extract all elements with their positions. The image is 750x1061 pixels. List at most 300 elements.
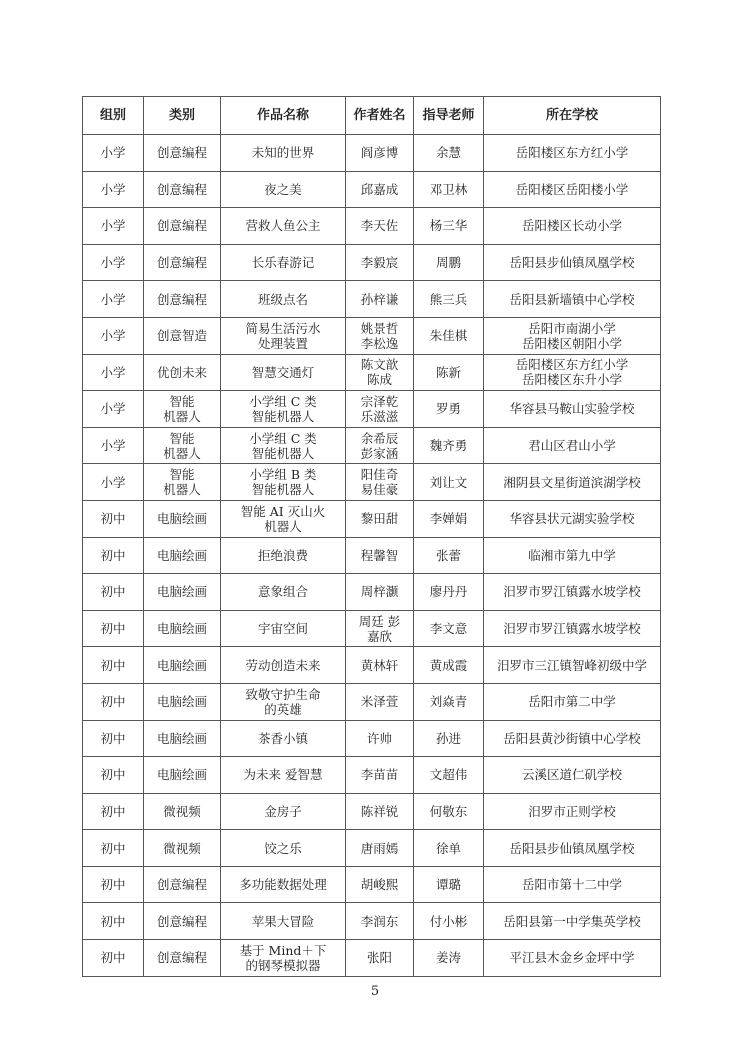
cell-teacher: [414, 793, 484, 830]
cell-teacher-line: 何敬东: [429, 803, 468, 819]
cell-teacher: [414, 244, 484, 281]
header-author: 作者姓名: [346, 97, 414, 135]
cell-school: [484, 391, 661, 428]
cell-author: [346, 354, 414, 391]
cell-work-title: [221, 391, 346, 428]
cell-category-line: 电脑绘画: [156, 657, 207, 673]
table-row: [83, 464, 661, 501]
cell-teacher: [414, 281, 484, 318]
cell-work-title-line: 小学组 C 类: [249, 430, 317, 446]
cell-category: [144, 244, 221, 281]
cell-work-title: [221, 720, 346, 757]
cell-author-line: 邱嘉成: [360, 181, 399, 197]
cell-school: [484, 903, 661, 940]
cell-author-line: 余希辰: [360, 430, 399, 446]
cell-group: 初中: [83, 866, 144, 903]
cell-teacher: [414, 610, 484, 647]
cell-teacher: [414, 171, 484, 208]
cell-author-line: 程馨智: [360, 547, 399, 563]
cell-work-title-line: 茶香小镇: [257, 730, 308, 746]
table-row: [83, 903, 661, 940]
table-row: [83, 866, 661, 903]
cell-author: [346, 793, 414, 830]
cell-work-title: [221, 244, 346, 281]
cell-school-line: 岳阳楼区东升小学: [521, 372, 622, 388]
cell-author: [346, 903, 414, 940]
cell-author: [346, 866, 414, 903]
cell-work-title: [221, 281, 346, 318]
cell-work-title: [221, 317, 346, 354]
cell-author-line: 陈祥锐: [360, 803, 399, 819]
cell-author: [346, 830, 414, 867]
cell-work-title-line: 劳动创造未来: [245, 657, 321, 673]
cell-category-line: 电脑绘画: [156, 511, 207, 527]
cell-teacher-line: 杨三华: [429, 218, 468, 234]
cell-group: 初中: [83, 610, 144, 647]
cell-author-line: 李润东: [360, 913, 399, 929]
cell-school-line: 华容县马鞍山实验学校: [509, 401, 635, 417]
cell-work-title: [221, 610, 346, 647]
cell-author-line: 姚景哲: [360, 320, 399, 336]
table-row: [83, 281, 661, 318]
cell-school-line: 汨罗市正则学校: [528, 803, 616, 819]
cell-work-title-line: 处理装置: [257, 335, 308, 351]
cell-author-line: 黄林轩: [360, 657, 399, 673]
cell-category: [144, 720, 221, 757]
cell-author-line: 陈文歆: [360, 357, 399, 373]
cell-author: [346, 720, 414, 757]
cell-work-title-line: 智慧交通灯: [251, 364, 315, 380]
cell-school-line: 华容县状元湖实验学校: [509, 511, 635, 527]
table-row: [83, 317, 661, 354]
cell-work-title-line: 意象组合: [257, 584, 308, 600]
cell-author: [346, 574, 414, 611]
cell-group: 小学: [83, 135, 144, 172]
cell-group: 初中: [83, 647, 144, 684]
cell-author-line: 李苗苗: [360, 767, 399, 783]
cell-category: [144, 830, 221, 867]
cell-group: 小学: [83, 464, 144, 501]
cell-group: 初中: [83, 537, 144, 574]
cell-teacher: [414, 574, 484, 611]
cell-category-line: 创意编程: [156, 291, 207, 307]
cell-teacher: [414, 720, 484, 757]
table-header-row: [83, 97, 661, 135]
cell-school: [484, 683, 661, 720]
cell-work-title-line: 基于 Mind＋下: [239, 942, 327, 958]
cell-category-line: 电脑绘画: [156, 730, 207, 746]
cell-teacher-line: 罗勇: [435, 401, 461, 417]
cell-teacher: [414, 208, 484, 245]
table-row: [83, 574, 661, 611]
cell-group: 小学: [83, 427, 144, 464]
cell-work-title-line: 苹果大冒险: [251, 913, 315, 929]
cell-author-line: 张阳: [366, 950, 392, 966]
cell-category: [144, 135, 221, 172]
cell-teacher: [414, 464, 484, 501]
cell-school-line: 岳阳县步仙镇凤凰学校: [509, 840, 635, 856]
cell-category: [144, 354, 221, 391]
cell-category-line: 创意编程: [156, 145, 207, 161]
cell-work-title-line: 小学组 C 类: [249, 393, 317, 409]
cell-category: [144, 500, 221, 537]
cell-teacher-line: 孙进: [435, 730, 461, 746]
table-row: [83, 647, 661, 684]
cell-school-line: 岳阳县新墙镇中心学校: [509, 291, 635, 307]
table-row: [83, 391, 661, 428]
cell-author-line: 乐滋滋: [360, 408, 399, 424]
cell-author-line: 许帅: [366, 730, 392, 746]
cell-category-line: 创意编程: [156, 218, 207, 234]
cell-work-title: [221, 208, 346, 245]
cell-teacher: [414, 903, 484, 940]
cell-school-line: 云溪区道仁矶学校: [521, 767, 622, 783]
cell-teacher: [414, 940, 484, 977]
cell-work-title: [221, 940, 346, 977]
cell-author-line: 彭家涵: [360, 445, 399, 461]
cell-teacher-line: 谭璐: [435, 877, 461, 893]
cell-author: [346, 171, 414, 208]
cell-author-line: 阳佳奇: [360, 467, 399, 483]
cell-teacher: [414, 866, 484, 903]
cell-author-line: 孙梓谦: [360, 291, 399, 307]
table-row: [83, 683, 661, 720]
cell-work-title-line: 长乐春游记: [251, 255, 315, 271]
cell-school-line: 岳阳楼区岳阳楼小学: [515, 181, 629, 197]
cell-school: [484, 281, 661, 318]
cell-teacher: [414, 427, 484, 464]
cell-school-line: 汨罗市罗江镇露水坡学校: [503, 584, 641, 600]
cell-group: 小学: [83, 208, 144, 245]
cell-group: 初中: [83, 830, 144, 867]
cell-category-line: 微视频: [163, 840, 201, 856]
cell-author: [346, 537, 414, 574]
cell-work-title-line: 的钢琴模拟器: [245, 957, 321, 973]
cell-author-line: 唐雨嫣: [360, 840, 399, 856]
cell-work-title-line: 未知的世界: [251, 145, 315, 161]
cell-school: [484, 866, 661, 903]
cell-school: [484, 427, 661, 464]
cell-group: 小学: [83, 171, 144, 208]
cell-work-title-line: 宇宙空间: [257, 621, 308, 637]
cell-teacher-line: 黄成霞: [429, 657, 468, 673]
cell-school-line: 汨罗市三江镇智峰初级中学: [496, 657, 647, 673]
cell-category: [144, 391, 221, 428]
cell-author-line: 嘉欣: [366, 628, 392, 644]
cell-category-line: 机器人: [163, 408, 201, 424]
cell-teacher-line: 刘让文: [429, 474, 468, 490]
cell-school: [484, 317, 661, 354]
cell-author: [346, 281, 414, 318]
cell-author-line: 胡峻熙: [360, 877, 399, 893]
cell-author: [346, 317, 414, 354]
cell-category-line: 智能: [169, 393, 195, 409]
table-row: [83, 208, 661, 245]
cell-category: [144, 574, 221, 611]
cell-teacher-line: 文超伟: [429, 767, 468, 783]
cell-work-title-line: 的英雄: [264, 701, 302, 717]
cell-work-title: [221, 500, 346, 537]
cell-category-line: 电脑绘画: [156, 694, 207, 710]
cell-school-line: 君山区君山小学: [528, 438, 616, 454]
cell-teacher-line: 李文意: [429, 621, 468, 637]
cell-school: [484, 940, 661, 977]
cell-teacher: [414, 830, 484, 867]
cell-group: 初中: [83, 793, 144, 830]
cell-teacher: [414, 537, 484, 574]
table-row: [83, 610, 661, 647]
cell-category-line: 机器人: [163, 482, 201, 498]
cell-school-line: 岳阳市第十二中学: [521, 877, 622, 893]
table-row: [83, 135, 661, 172]
cell-category: [144, 208, 221, 245]
cell-work-title: [221, 464, 346, 501]
cell-work-title-line: 智能机器人: [251, 482, 315, 498]
cell-work-title: [221, 793, 346, 830]
cell-teacher-line: 魏齐勇: [429, 438, 468, 454]
cell-work-title: [221, 647, 346, 684]
cell-teacher-line: 廖丹丹: [429, 584, 468, 600]
cell-work-title: [221, 574, 346, 611]
cell-school: [484, 830, 661, 867]
cell-author: [346, 647, 414, 684]
cell-school: [484, 244, 661, 281]
cell-teacher: [414, 391, 484, 428]
table-row: [83, 354, 661, 391]
cell-author: [346, 244, 414, 281]
cell-school-line: 岳阳市第二中学: [528, 694, 616, 710]
cell-school-line: 岳阳县黄沙街镇中心学校: [503, 730, 641, 746]
cell-author: [346, 391, 414, 428]
cell-category-line: 创意智造: [156, 328, 207, 344]
cell-teacher-line: 李婵娟: [429, 511, 468, 527]
cell-category-line: 电脑绘画: [156, 547, 207, 563]
cell-category: [144, 647, 221, 684]
cell-author: [346, 757, 414, 794]
header-school: 所在学校: [484, 97, 661, 135]
cell-work-title-line: 小学组 B 类: [249, 467, 317, 483]
cell-author-line: 黎田甜: [360, 511, 399, 527]
cell-work-title-line: 班级点名: [257, 291, 308, 307]
cell-teacher-line: 陈新: [435, 364, 461, 380]
cell-work-title: [221, 757, 346, 794]
cell-author: [346, 683, 414, 720]
cell-category: [144, 757, 221, 794]
cell-category-line: 电脑绘画: [156, 584, 207, 600]
header-group: 组别: [83, 97, 144, 135]
cell-school-line: 汨罗市罗江镇露水坡学校: [503, 621, 641, 637]
cell-author-line: 阎彦博: [360, 145, 399, 161]
cell-teacher: [414, 317, 484, 354]
cell-group: 小学: [83, 281, 144, 318]
cell-group: 小学: [83, 317, 144, 354]
cell-school: [484, 135, 661, 172]
cell-category: [144, 610, 221, 647]
cell-category: [144, 537, 221, 574]
cell-school: [484, 720, 661, 757]
cell-work-title: [221, 171, 346, 208]
cell-group: 初中: [83, 500, 144, 537]
cell-teacher-line: 付小彬: [429, 913, 468, 929]
cell-work-title-line: 拒绝浪费: [257, 547, 308, 563]
table-row: [83, 793, 661, 830]
cell-teacher-line: 邓卫林: [429, 181, 468, 197]
cell-author-line: 李毅宸: [360, 255, 399, 271]
cell-group: 初中: [83, 683, 144, 720]
cell-work-title: [221, 427, 346, 464]
cell-category: [144, 866, 221, 903]
header-category: 类别: [144, 97, 221, 135]
cell-work-title: [221, 537, 346, 574]
cell-school: [484, 171, 661, 208]
cell-author: [346, 464, 414, 501]
cell-teacher: [414, 757, 484, 794]
cell-school-line: 岳阳市南湖小学: [528, 320, 616, 336]
cell-author: [346, 427, 414, 464]
cell-category-line: 微视频: [163, 803, 201, 819]
cell-work-title-line: 智能机器人: [251, 445, 315, 461]
cell-school: [484, 537, 661, 574]
cell-school-line: 临湘市第九中学: [528, 547, 616, 563]
cell-teacher: [414, 135, 484, 172]
cell-teacher: [414, 354, 484, 391]
cell-work-title-line: 营救人鱼公主: [245, 218, 321, 234]
cell-school: [484, 500, 661, 537]
cell-category: [144, 427, 221, 464]
cell-group: 小学: [83, 354, 144, 391]
cell-category-line: 智能: [169, 467, 195, 483]
cell-work-title: [221, 866, 346, 903]
cell-category: [144, 793, 221, 830]
cell-school-line: 岳阳楼区朝阳小学: [521, 335, 622, 351]
cell-category-line: 创意编程: [156, 255, 207, 271]
cell-category-line: 机器人: [163, 445, 201, 461]
cell-category: [144, 903, 221, 940]
cell-group: 小学: [83, 391, 144, 428]
cell-teacher-line: 刘焱青: [429, 694, 468, 710]
cell-school: [484, 354, 661, 391]
table-row: [83, 244, 661, 281]
cell-author-line: 米泽萱: [360, 694, 399, 710]
cell-school: [484, 647, 661, 684]
cell-teacher: [414, 500, 484, 537]
cell-author: [346, 500, 414, 537]
cell-category-line: 创意编程: [156, 950, 207, 966]
cell-school: [484, 757, 661, 794]
cell-teacher-line: 熊三兵: [429, 291, 468, 307]
cell-school-line: 岳阳楼区东方红小学: [515, 145, 629, 161]
table-row: [83, 427, 661, 464]
cell-author-line: 陈成: [366, 372, 392, 388]
cell-work-title: [221, 903, 346, 940]
table-row: [83, 940, 661, 977]
cell-school: [484, 208, 661, 245]
cell-author-line: 周廷 彭: [358, 613, 401, 629]
awards-table: [82, 96, 661, 977]
cell-group: 小学: [83, 244, 144, 281]
cell-teacher-line: 徐单: [435, 840, 461, 856]
cell-teacher: [414, 683, 484, 720]
cell-category: [144, 683, 221, 720]
cell-work-title-line: 智能机器人: [251, 408, 315, 424]
table-row: [83, 537, 661, 574]
cell-school: [484, 610, 661, 647]
cell-author-line: 宗泽乾: [360, 393, 399, 409]
cell-work-title: [221, 354, 346, 391]
page-number: 5: [370, 984, 380, 999]
cell-category-line: 电脑绘画: [156, 767, 207, 783]
cell-group: 初中: [83, 903, 144, 940]
table-row: [83, 171, 661, 208]
cell-author: [346, 208, 414, 245]
cell-category-line: 电脑绘画: [156, 621, 207, 637]
cell-work-title-line: 饺之乐: [264, 840, 302, 856]
cell-work-title: [221, 683, 346, 720]
cell-school: [484, 574, 661, 611]
cell-category-line: 创意编程: [156, 877, 207, 893]
cell-work-title-line: 机器人: [264, 518, 302, 534]
table-row: [83, 500, 661, 537]
cell-group: 初中: [83, 574, 144, 611]
cell-category: [144, 281, 221, 318]
cell-work-title-line: 金房子: [264, 803, 302, 819]
cell-category-line: 创意编程: [156, 913, 207, 929]
cell-school-line: 平江县木金乡金坪中学: [509, 950, 635, 966]
cell-school-line: 岳阳楼区长动小学: [521, 218, 622, 234]
cell-category: [144, 171, 221, 208]
cell-teacher-line: 姜涛: [435, 950, 461, 966]
cell-teacher-line: 周鹏: [435, 255, 461, 271]
cell-work-title: [221, 135, 346, 172]
cell-category-line: 优创未来: [156, 364, 207, 380]
cell-author: [346, 610, 414, 647]
cell-group: 初中: [83, 720, 144, 757]
cell-work-title: [221, 830, 346, 867]
cell-work-title-line: 夜之美: [264, 181, 302, 197]
cell-category: [144, 940, 221, 977]
cell-author-line: 李天佐: [360, 218, 399, 234]
cell-school-line: 湘阴县文星街道滨湖学校: [503, 474, 641, 490]
cell-work-title-line: 致敬守护生命: [245, 686, 321, 702]
cell-author: [346, 135, 414, 172]
cell-category-line: 创意编程: [156, 181, 207, 197]
cell-teacher-line: 余慧: [435, 145, 461, 161]
cell-category-line: 智能: [169, 430, 195, 446]
cell-work-title-line: 智能 AI 灭山火: [240, 503, 326, 519]
cell-work-title-line: 简易生活污水: [245, 320, 321, 336]
header-teacher: 指导老师: [414, 97, 484, 135]
cell-author: [346, 940, 414, 977]
cell-work-title-line: 为未来 爱智慧: [243, 767, 323, 783]
cell-teacher: [414, 647, 484, 684]
cell-teacher-line: 张蕾: [435, 547, 461, 563]
table-row: [83, 830, 661, 867]
cell-school: [484, 464, 661, 501]
cell-school-line: 岳阳县步仙镇凤凰学校: [509, 255, 635, 271]
cell-author-line: 周梓灏: [360, 584, 399, 600]
cell-work-title-line: 多功能数据处理: [239, 877, 327, 893]
cell-school-line: 岳阳县第一中学集英学校: [503, 913, 641, 929]
header-work-title: 作品名称: [221, 97, 346, 135]
table-row: [83, 720, 661, 757]
table-row: [83, 757, 661, 794]
cell-group: 初中: [83, 757, 144, 794]
cell-school: [484, 793, 661, 830]
table-body: [83, 135, 661, 977]
cell-author-line: 李松逸: [360, 335, 399, 351]
cell-school-line: 岳阳楼区东方红小学: [515, 357, 629, 373]
cell-category: [144, 317, 221, 354]
